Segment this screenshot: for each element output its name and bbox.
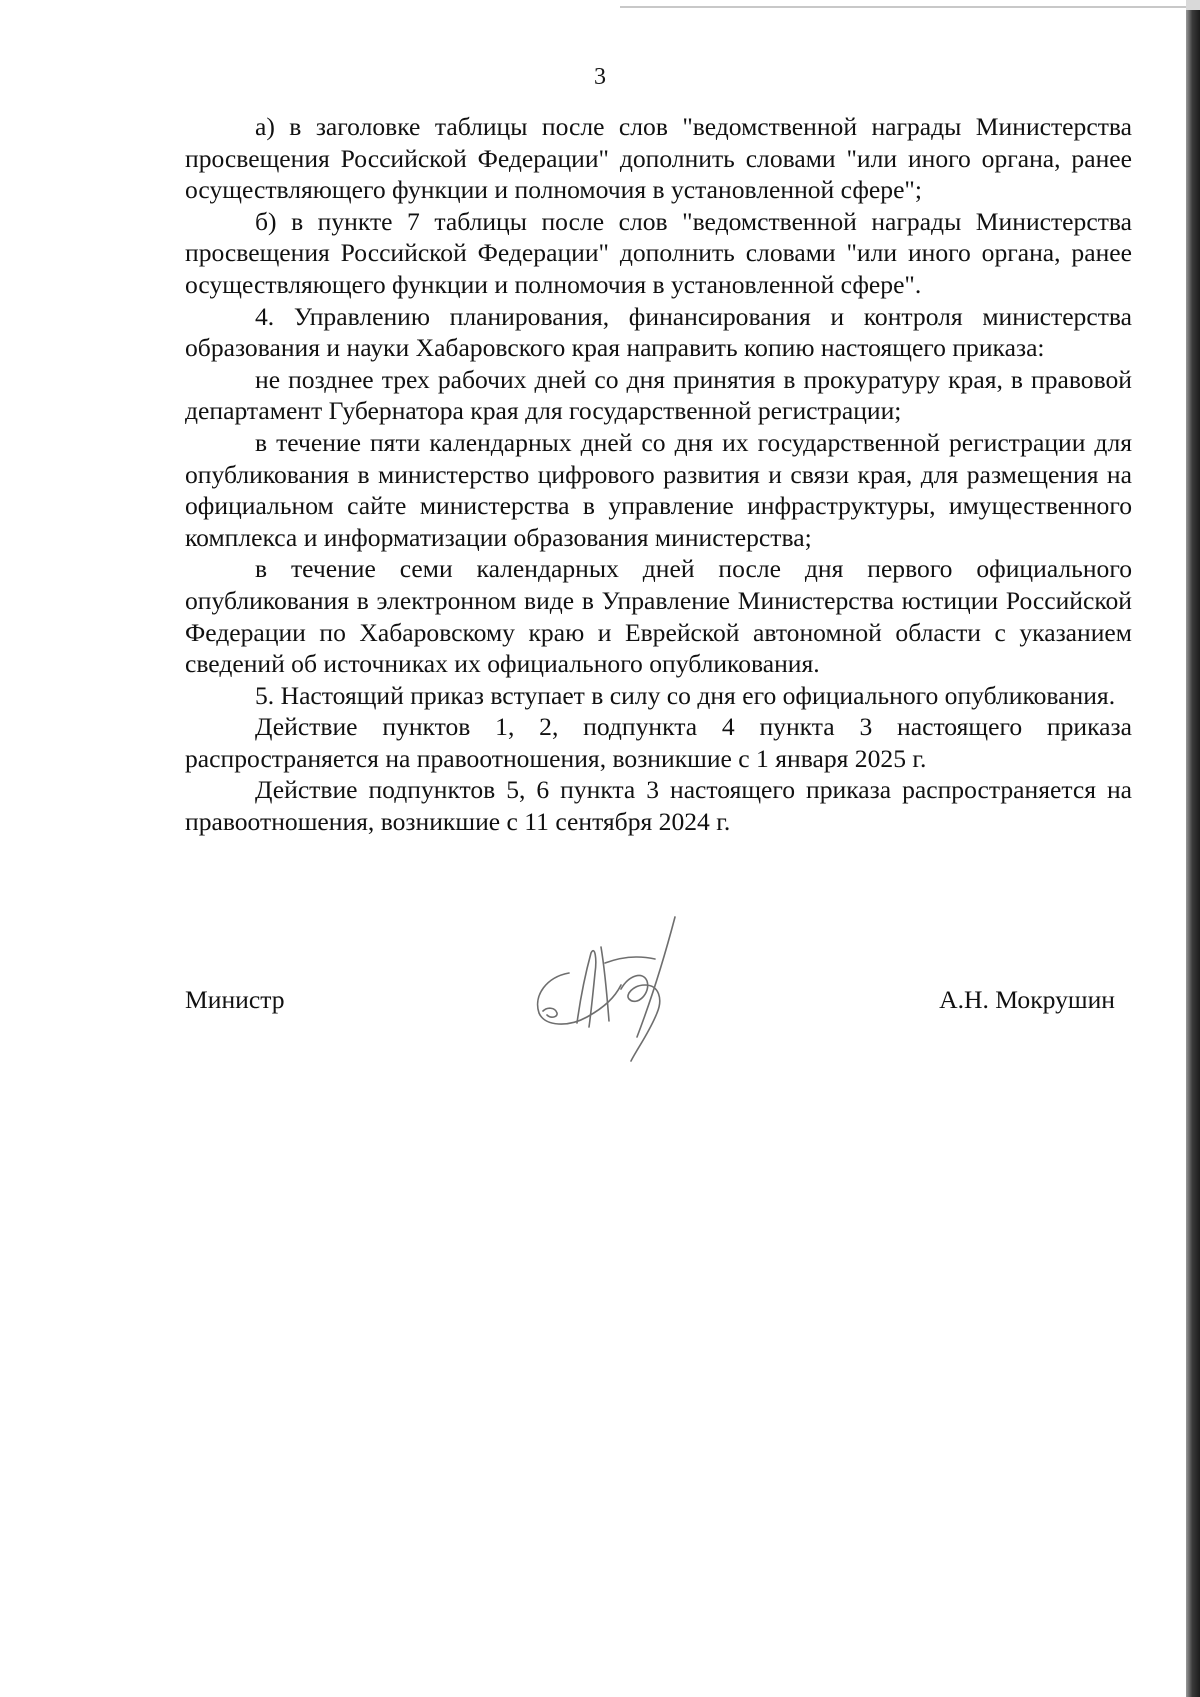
paragraph-3a: а) в заголовке таблицы после слов "ведомственной награды Министерства просвещения Российской Федерации" дополнить словами "или иного органа, ранее осуществляющего функции и полномочия в установленной сфере"; — [185, 112, 1132, 205]
document-body — [185, 111, 1132, 838]
scan-edge-top — [620, 6, 1200, 8]
paragraph-5: 5. Настоящий приказ вступает в силу со дня его официального опубликования. — [255, 680, 1116, 710]
scan-edge-right — [1186, 10, 1200, 1697]
signer-name: А.Н. Мокрушин — [939, 985, 1115, 1014]
paragraph-5-effect-2: Действие подпунктов 5, 6 пункта 3 настоящего приказа распространяется на правоотношения, возникшие с 11 сентября 2024 г. — [185, 775, 1132, 837]
paragraph-3b: б) в пункте 7 таблицы после слов "ведомственной награды Министерства просвещения Российской Федерации" дополнить словами "или иного органа, ранее осуществляющего функции и полномочия в установленной сфере". — [185, 206, 1132, 299]
page-number: 3 — [594, 64, 606, 90]
position-title: Министр — [185, 985, 285, 1014]
paragraph-4-item-2: в течение пяти календарных дней со дня их государственной регистрации для опубликования в министерство цифрового развития и связи края, для размещения на официальном сайте министерства в управление инфраструктуры, имущественного комплекса и информатизации образования министерства; — [185, 427, 1132, 552]
paragraph-4-item-3: в течение семи календарных дней после дня первого официального опубликования в электронном виде в Управление Министерства юстиции Российской Федерации по Хабаровскому краю и Еврейской автономной области с указанием сведений об источниках их официального опубликования. — [185, 554, 1132, 679]
paragraph-5-effect-1: Действие пунктов 1, 2, подпункта 4 пункта 3 настоящего приказа распространяется на правоотношения, возникшие с 1 января 2025 г. — [185, 712, 1132, 773]
paragraph-4-item-1: не позднее трех рабочих дней со дня принятия в прокуратуру края, в правовой департамент Губернатора края для государственной регистрации; — [185, 364, 1132, 426]
paragraph-4: 4. Управлению планирования, финансирования и контроля министерства образования и науки Хабаровского края направить копию настоящего приказа: — [185, 301, 1132, 363]
handwritten-signature-icon — [525, 915, 700, 1065]
